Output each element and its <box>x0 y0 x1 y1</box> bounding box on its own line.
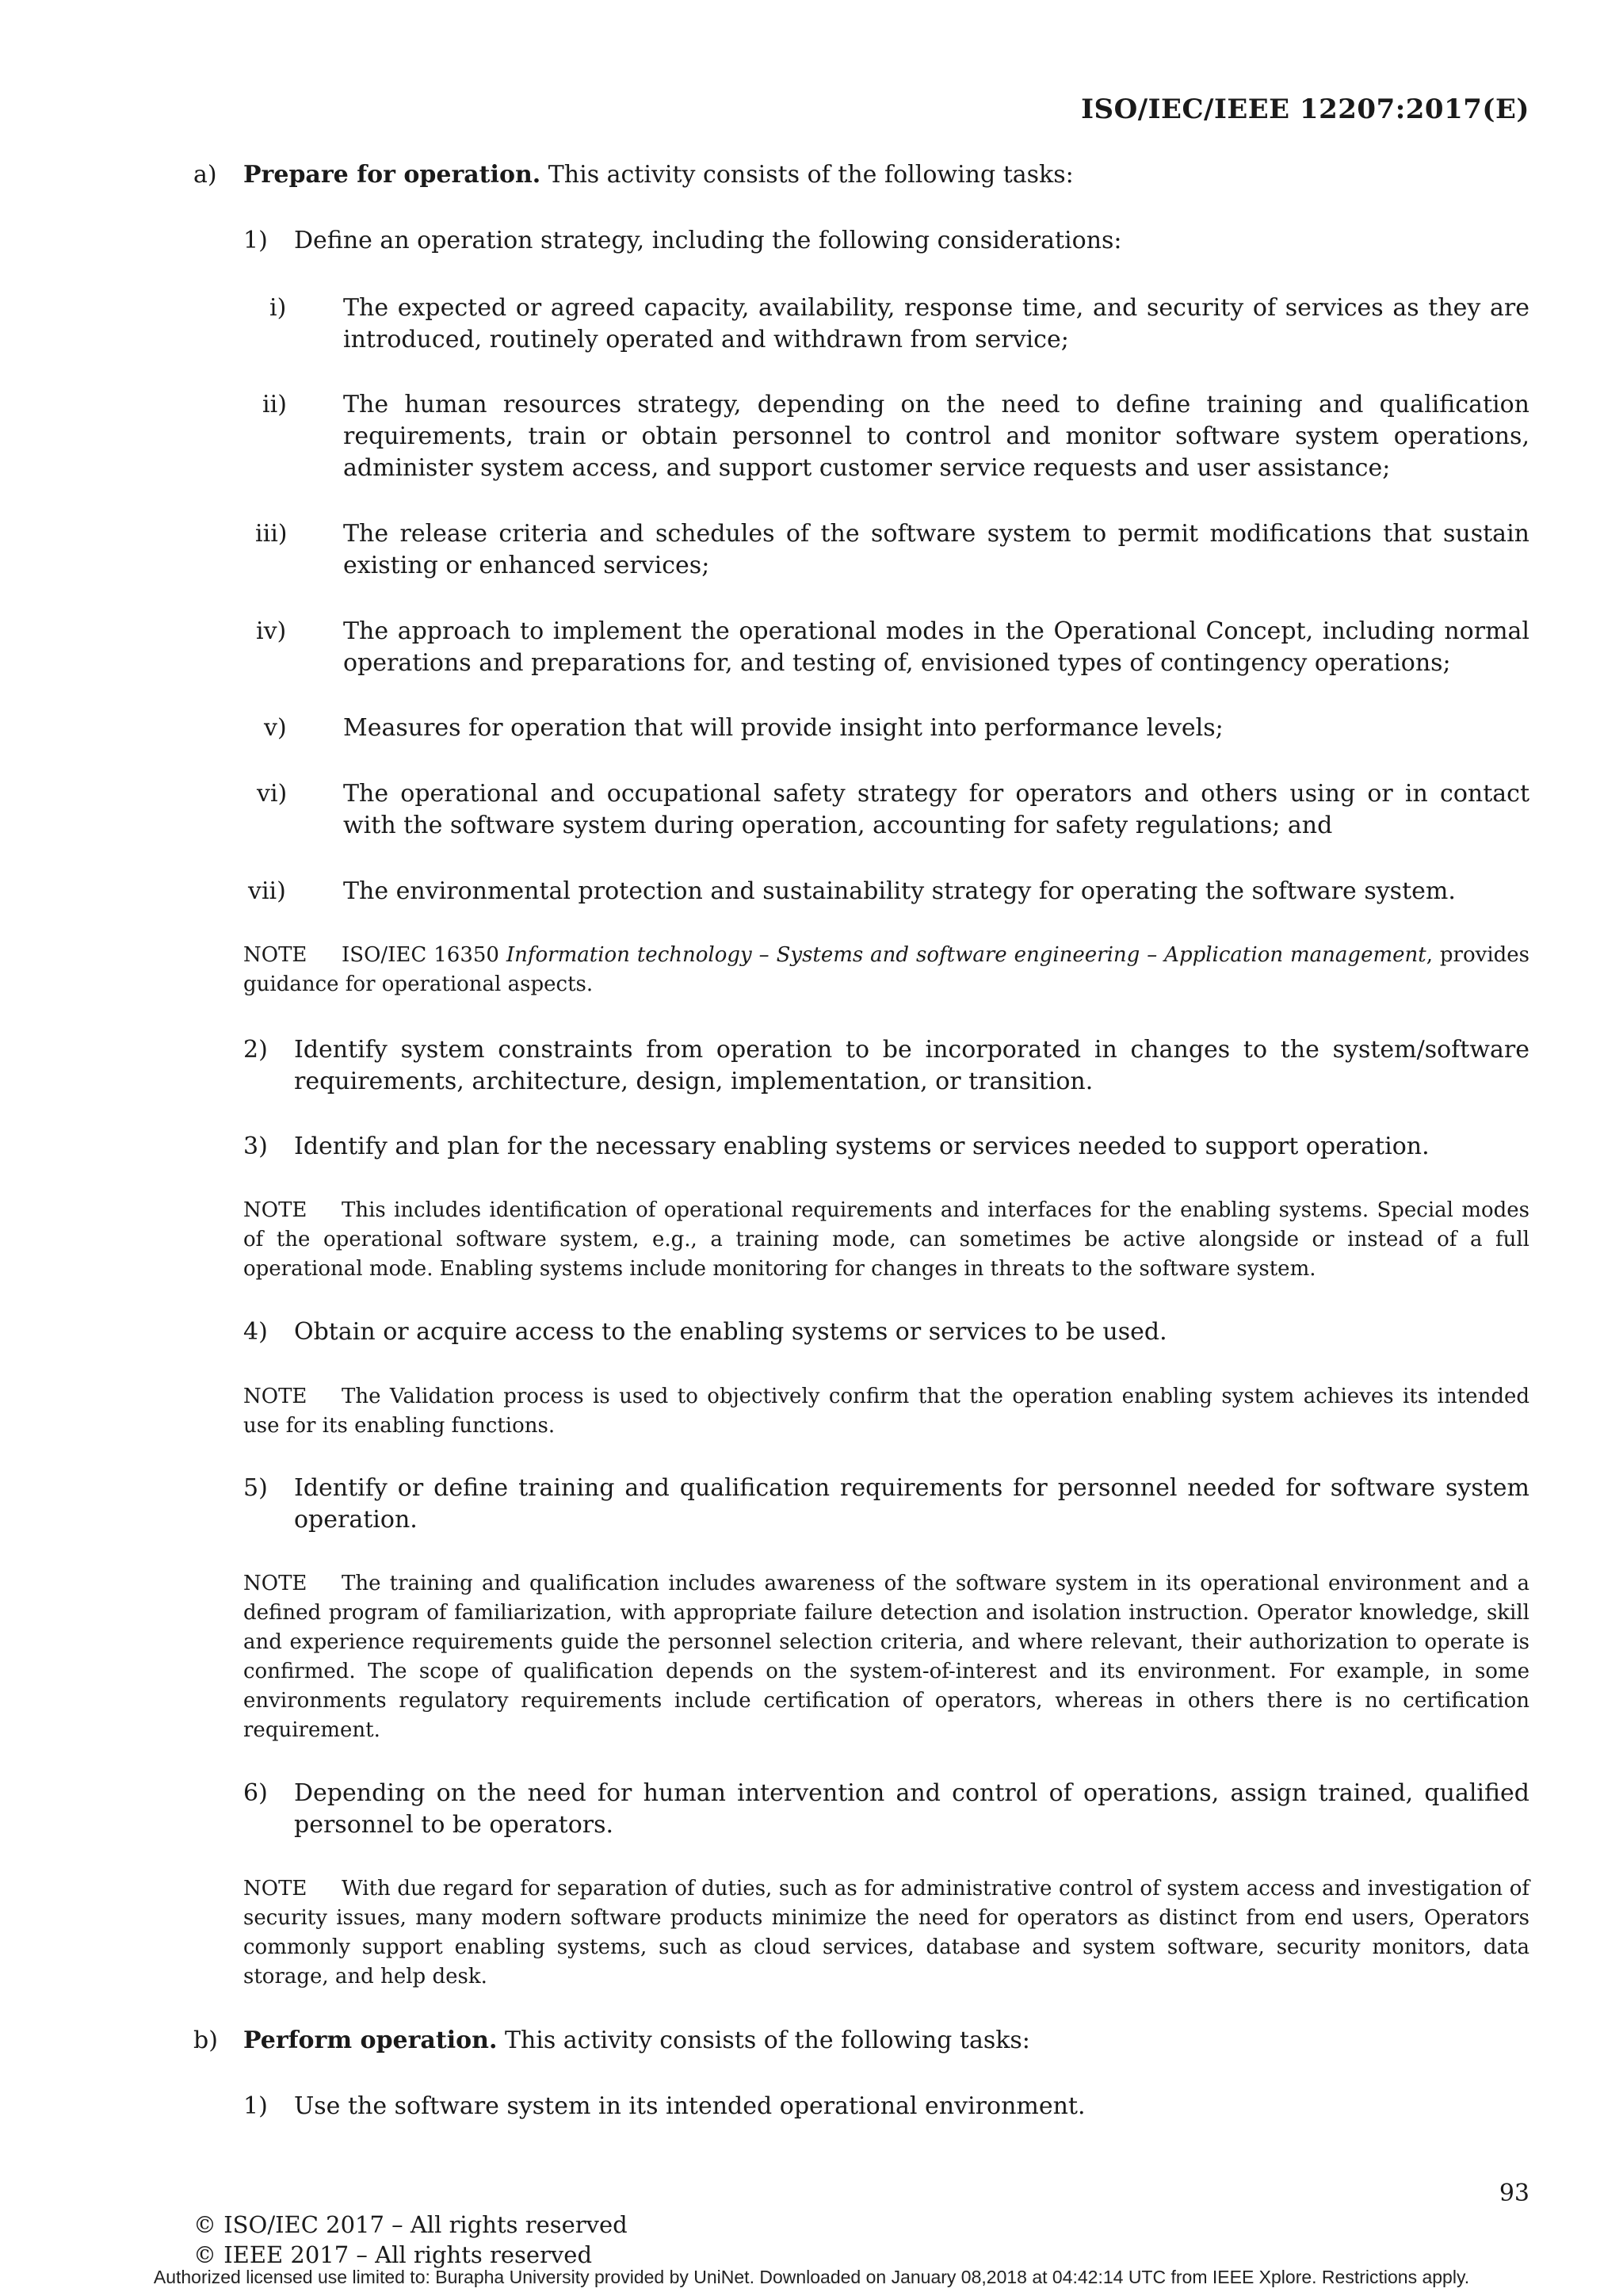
task-text: Identify and plan for the necessary enabling systems or services needed to support operation. <box>294 1133 1430 1160</box>
subitem-text: The environmental protection and sustainability strategy for operating the software system. <box>343 877 1456 905</box>
task-label: 1) <box>243 227 268 254</box>
subitem-label: v) <box>264 714 287 742</box>
task-label: 6) <box>243 1779 268 1807</box>
task-text: Identify system constraints from operation to be incorporated in changes to the system/software requirements, architecture, design, implementation, or transition. <box>294 1036 1529 1095</box>
section-heading-b <box>243 2025 1529 2057</box>
note-tag: NOTE <box>243 1198 307 1222</box>
document-id: ISO/IEC/IEEE 12207:2017(E) <box>1081 94 1529 125</box>
subitem-text: The approach to implement the operational modes in the Operational Concept, including normal operations and preparations for, and testing of, envisioned types of contingency operations; <box>343 617 1529 677</box>
note-text: The training and qualification includes awareness of the software system in its operational environment and a defined program of familiarization, with appropriate failure detection and isolation instruction. Operator knowledge, skill and experience requirements guide the personnel selection criteria, and where relevant, their authorization to operate is confirmed. The scope of qualification depends on the system-of-interest and its environment. For example, in some environments regulatory requirements include certification of operators, whereas in others there is no certification requirement. <box>243 1572 1529 1742</box>
license-notice: Authorized licensed use limited to: Burapha University provided by UniNet. Downloaded on January 08,2018 at 04:42:14 UTC from IEEE Xplore. Restrictions apply. <box>153 2267 1470 2287</box>
section-intro-b: This activity consists of the following tasks: <box>504 2027 1030 2054</box>
note-text: With due regard for separation of duties, such as for administrative control of system access and investigation of security issues, many modern software products minimize the need for operators as distinct from end users, Operators commonly support enabling systems, such as cloud services, database and system software, security monitors, data storage, and help desk. <box>243 1877 1529 1988</box>
note-tag: NOTE <box>243 943 307 967</box>
subitem-label: vi) <box>257 780 288 808</box>
subitem-label: ii) <box>262 391 287 418</box>
note-tag: NOTE <box>243 1572 307 1595</box>
task-text: Use the software system in its intended operational environment. <box>294 2092 1086 2120</box>
section-title-b: Perform operation. <box>243 2027 498 2054</box>
section-heading-a <box>243 159 1529 191</box>
note-block <box>243 1382 1529 1441</box>
task-text: Obtain or acquire access to the enabling systems or services to be used. <box>294 1318 1167 1346</box>
note-text: This includes identification of operational requirements and interfaces for the enabling systems. Special modes of the operational software system, e.g., a training mode, can sometimes be active alongside or instead of a full operational mode. Enabling systems include monitoring for changes in threats to the software system. <box>243 1198 1529 1281</box>
note-text: The Validation process is used to objectively confirm that the operation enabling system achieves its intended use for its enabling functions. <box>243 1385 1529 1438</box>
subitem-label: i) <box>269 294 287 322</box>
note-block <box>243 1196 1529 1284</box>
subitem-label: iv) <box>256 617 287 645</box>
note-tag: NOTE <box>243 1877 307 1901</box>
note-block <box>243 941 1529 999</box>
section-intro-a: This activity consists of the following tasks: <box>548 161 1074 189</box>
section-label-a: a) <box>193 161 217 189</box>
section-label-b: b) <box>193 2027 218 2054</box>
copyright-ieee: © IEEE 2017 – All rights reserved <box>193 2241 593 2268</box>
task-text: Define an operation strategy, including the following considerations: <box>294 227 1122 254</box>
task-label: 1) <box>243 2092 268 2120</box>
subitem-text: The operational and occupational safety strategy for operators and others using or in contact with the software system during operation, accounting for safety regulations; and <box>343 780 1529 839</box>
subitem-text: The release criteria and schedules of the software system to permit modifications that sustain existing or enhanced services; <box>343 520 1529 579</box>
note-block <box>243 1874 1529 1992</box>
note-italic-title: Information technology – Systems and software engineering – Application management <box>506 943 1426 967</box>
note-tag: NOTE <box>243 1385 307 1408</box>
note-text: , provides guidance for operational aspects. <box>243 943 1530 996</box>
note-text: ISO/IEC 16350 <box>342 943 506 967</box>
task-label: 4) <box>243 1318 268 1346</box>
copyright-iso: © ISO/IEC 2017 – All rights reserved <box>193 2211 628 2238</box>
subitem-label: vii) <box>248 877 286 905</box>
task-label: 2) <box>243 1036 268 1064</box>
task-text: Depending on the need for human intervention and control of operations, assign trained, qualified personnel to be operators. <box>294 1779 1529 1839</box>
section-title-a: Prepare for operation. <box>243 161 541 189</box>
subitem-text: Measures for operation that will provide insight into performance levels; <box>343 714 1224 742</box>
subitem-label: iii) <box>255 520 288 548</box>
subitem-text: The expected or agreed capacity, availability, response time, and security of services as they are introduced, routinely operated and withdrawn from service; <box>343 294 1529 353</box>
note-block <box>243 1569 1529 1745</box>
task-text: Identify or define training and qualification requirements for personnel needed for software system operation. <box>294 1474 1529 1534</box>
task-label: 3) <box>243 1133 268 1160</box>
task-label: 5) <box>243 1474 268 1502</box>
subitem-text: The human resources strategy, depending on the need to define training and qualification requirements, train or obtain personnel to control and monitor software system operations, administer system access, and support customer service requests and user assistance; <box>343 391 1529 482</box>
page-number: 93 <box>1499 2179 1529 2207</box>
